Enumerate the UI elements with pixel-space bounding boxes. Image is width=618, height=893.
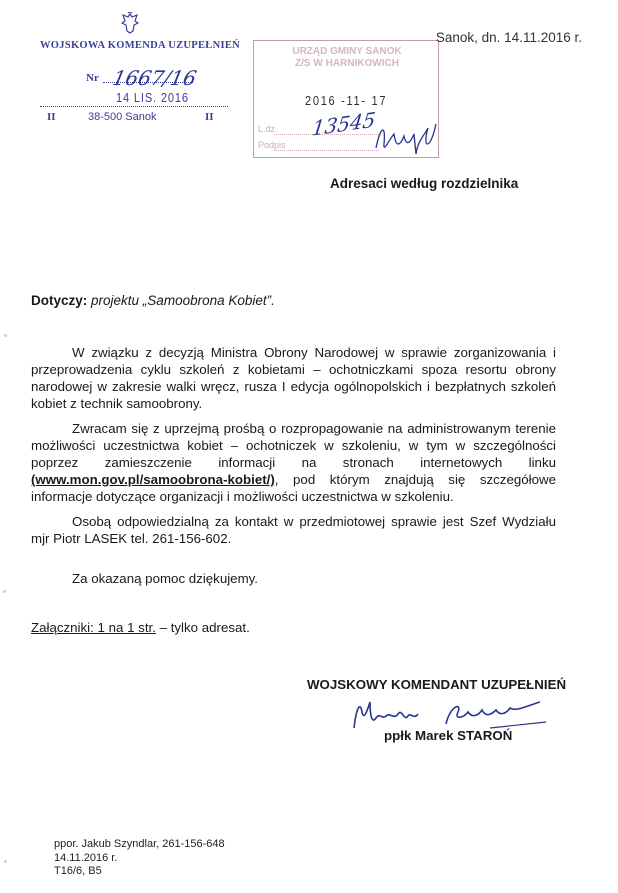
attachments-text: – tylko adresat. bbox=[155, 620, 250, 635]
addressees: Adresaci według rozdzielnika bbox=[330, 176, 519, 191]
podpis-label: Podpis bbox=[258, 140, 286, 150]
subject-label: Dotyczy: bbox=[31, 293, 88, 308]
scan-speck bbox=[3, 590, 6, 593]
stamp-divider bbox=[40, 106, 228, 107]
ldz-handwritten-number: 13545 bbox=[310, 107, 377, 141]
footer-author: ppor. Jakub Szyndlar, 261-156-648 bbox=[54, 838, 225, 850]
attachments-line bbox=[31, 620, 250, 635]
registration-date: 2016 -11- 17 bbox=[305, 93, 388, 108]
registration-signature-icon bbox=[370, 118, 440, 162]
mon-link[interactable]: (www.mon.gov.pl/samoobrona-kobiet/) bbox=[31, 472, 275, 487]
scan-speck bbox=[4, 334, 7, 337]
stamp-bar-left: II bbox=[47, 111, 56, 123]
stamp-nr-handwritten: 1667/16 bbox=[110, 66, 199, 90]
paragraph-4: Za okazaną pomoc dziękujemy. bbox=[72, 571, 259, 586]
handwritten-signature-icon bbox=[350, 698, 550, 732]
ldz-label: L.dz. bbox=[258, 124, 278, 134]
attachments-label: Załączniki: 1 na 1 str. bbox=[31, 620, 156, 635]
stamp-postal: 38-500 Sanok bbox=[88, 111, 157, 123]
stamp-date: 14 LIS. 2016 bbox=[116, 90, 189, 105]
paragraph-3: Osobą odpowiedzialną za kontakt w przedmiotowej sprawie jest Szef Wydziału mjr Piotr LASEK tel. 261-156-602. bbox=[31, 514, 556, 546]
subject-text: projektu „Samoobrona Kobiet”. bbox=[91, 293, 275, 308]
footer-date: 14.11.2016 r. bbox=[54, 851, 118, 864]
stamp-bar-right: II bbox=[205, 111, 214, 123]
paragraph-2: Zwracam się z uprzejmą prośbą o rozpropagowanie na administrowanym terenie możliwości uczestnictwa kobiet – ochotniczek w szkoleniu, w tym w szczególności poprzez zamieszczenie informacji na stronach internetowych linku (www.mon.gov.pl/samoobrona-kobiet/), pod którym znajdują się szczegółowe informacje dotyczące organizacji i możliwości uczestnictwa w szkoleniu. bbox=[31, 421, 556, 504]
place-and-date: Sanok, dn. 14.11.2016 r. bbox=[435, 30, 582, 45]
footer-ref: T16/6, B5 bbox=[54, 865, 102, 877]
stamp-org-name: WOJSKOWA KOMENDA UZUPEŁNIEŃ bbox=[40, 40, 241, 51]
scan-speck bbox=[4, 860, 7, 863]
subject-line bbox=[31, 293, 275, 308]
paragraph-1: W związku z decyzją Ministra Obrony Narodowej w sprawie zorganizowania i przeprowadzenia cyklu szkoleń z kobietami – ochotniczkami spoza resortu obrony narodowej w zakresie walki wręcz, rusza I edycja ogólnopolskich i bezpłatnych szkoleń kobiet z technik samoobrony. bbox=[31, 345, 556, 411]
registration-stamp-org: URZĄD GMINY SANOK Z/S W HARNIKOWICH bbox=[292, 46, 402, 69]
podpis-dotted-line bbox=[274, 150, 379, 151]
stamp-nr-label: Nr bbox=[86, 72, 99, 84]
signatory-name: ppłk Marek STAROŃ bbox=[384, 728, 513, 743]
signatory-title: WOJSKOWY KOMENDANT UZUPEŁNIEŃ bbox=[307, 677, 567, 692]
eagle-emblem-icon bbox=[121, 12, 139, 34]
footer-info bbox=[54, 838, 225, 879]
